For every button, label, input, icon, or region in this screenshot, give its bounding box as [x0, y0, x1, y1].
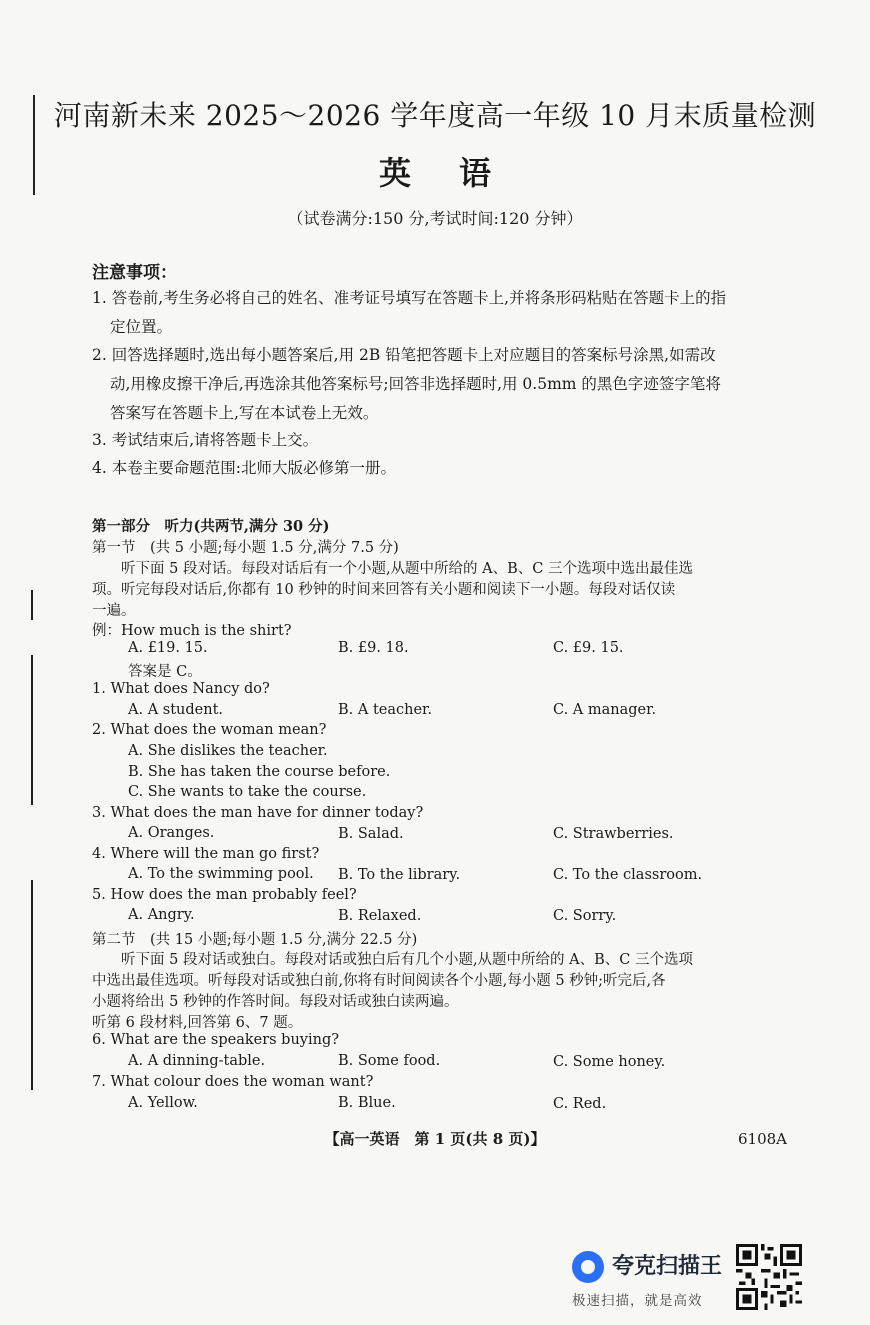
page-footer: 【高一英语 第 1 页(共 8 页)】 [324, 1130, 546, 1148]
option-a: A. A dinning-table. [128, 1053, 266, 1069]
scan-edge-line [31, 880, 33, 1090]
option-b: B. Salad. [338, 826, 404, 842]
option-b: B. Relaxed. [338, 908, 422, 924]
part-heading: 第一部分 听力(共两节,满分 30 分) [92, 518, 330, 535]
note-item [92, 341, 792, 428]
scan-edge-line [31, 590, 33, 620]
option-a: A. Oranges. [128, 825, 215, 841]
question: 1. What does Nancy do? [92, 681, 270, 697]
instruction-line: 中选出最佳选项。听每段对话或独白前,你将有时间阅读各个小题,每小题 5 秒钟;听完后,各 [92, 973, 666, 989]
scanner-watermark [572, 1245, 732, 1315]
option-a: A. £19. 15. [128, 640, 208, 656]
example-question: 例：How much is the shirt? [92, 623, 292, 639]
option-c: C. A manager. [553, 702, 657, 718]
option-b: B. A teacher. [338, 702, 432, 718]
note-line: 答案写在答题卡上,写在本试卷上无效。 [110, 404, 379, 422]
option-b: B. She has taken the course before. [128, 764, 391, 780]
example-answer: 答案是 C。 [128, 664, 202, 680]
instruction-line: 听下面 5 段对话。每段对话后有一个小题,从题中所给的 A、B、C 三个选项中选出最佳选 [92, 561, 693, 577]
instruction-line: 项。听完每段对话后,你都有 10 秒钟的时间来回答有关小题和阅读下一小题。每段对话仅读 [92, 582, 676, 598]
brand-tagline: 极速扫描，就是高效 [572, 1293, 703, 1309]
note-line: 定位置。 [110, 318, 173, 336]
paper-code: 6108A [738, 1130, 788, 1148]
option-a: A. Angry. [128, 907, 195, 923]
note-line: 1. 答卷前,考生务必将自己的姓名、准考证号填写在答题卡上,并将条形码粘贴在答题卡上的指 [92, 289, 727, 307]
note-line: 3. 考试结束后,请将答题卡上交。 [92, 431, 319, 449]
note-line: 4. 本卷主要命题范围:北师大版必修第一册。 [92, 459, 396, 477]
option-c: C. Sorry. [553, 908, 617, 924]
question: 7. What colour does the woman want? [92, 1074, 374, 1090]
scan-edge-line [31, 655, 33, 805]
section-heading: 第一节 (共 5 小题;每小题 1.5 分,满分 7.5 分) [92, 540, 399, 556]
qr-code-icon [736, 1244, 802, 1310]
option-a: A. To the swimming pool. [128, 866, 314, 882]
section-heading: 第二节 (共 15 小题;每小题 1.5 分,满分 22.5 分) [92, 932, 418, 948]
note-line: 动,用橡皮擦干净后,再选涂其他答案标号;回答非选择题时,用 0.5mm 的黑色字迹签字笔将 [110, 375, 721, 393]
brand-name: 夸克扫描王 [612, 1254, 723, 1279]
exam-title: 河南新未来 2025～2026 学年度高一年级 10 月末质量检测 [53, 99, 817, 132]
question: 3. What does the man have for dinner today? [92, 805, 424, 821]
notes-heading: 注意事项： [92, 263, 177, 283]
option-c: C. Strawberries. [553, 826, 674, 842]
option-c: C. She wants to take the course. [128, 784, 367, 800]
subject-title: 英语 [378, 154, 539, 192]
option-c: C. £9. 15. [553, 640, 624, 656]
question: 5. How does the man probably feel? [92, 887, 357, 903]
instruction-line: 一遍。 [92, 603, 136, 619]
material-note: 听第 6 段材料,回答第 6、7 题。 [92, 1015, 303, 1031]
note-item [92, 284, 792, 342]
option-a: A. Yellow. [128, 1095, 198, 1111]
option-c: C. Some honey. [553, 1054, 666, 1070]
option-b: B. To the library. [338, 867, 461, 883]
note-item [92, 426, 792, 455]
instruction-line: 小题将给出 5 秒钟的作答时间。每段对话或独白读两遍。 [92, 994, 459, 1010]
option-b: B. £9. 18. [338, 640, 409, 656]
option-a: A. She dislikes the teacher. [128, 743, 328, 759]
note-item [92, 454, 792, 483]
option-b: B. Blue. [338, 1095, 396, 1111]
question: 2. What does the woman mean? [92, 722, 327, 738]
quark-logo-icon [572, 1251, 604, 1283]
instruction-line: 听下面 5 段对话或独白。每段对话或独白后有几个小题,从题中所给的 A、B、C 三个选项 [92, 952, 693, 968]
option-b: B. Some food. [338, 1053, 441, 1069]
exam-meta: （试卷满分:150 分,考试时间:120 分钟） [287, 209, 583, 228]
question: 6. What are the speakers buying? [92, 1032, 340, 1048]
option-c: C. To the classroom. [553, 867, 703, 883]
question: 4. Where will the man go first? [92, 846, 320, 862]
option-a: A. A student. [128, 702, 224, 718]
option-c: C. Red. [553, 1096, 607, 1112]
note-line: 2. 回答选择题时,选出每小题答案后,用 2B 铅笔把答题卡上对应题目的答案标号涂黑,如需改 [92, 346, 716, 364]
